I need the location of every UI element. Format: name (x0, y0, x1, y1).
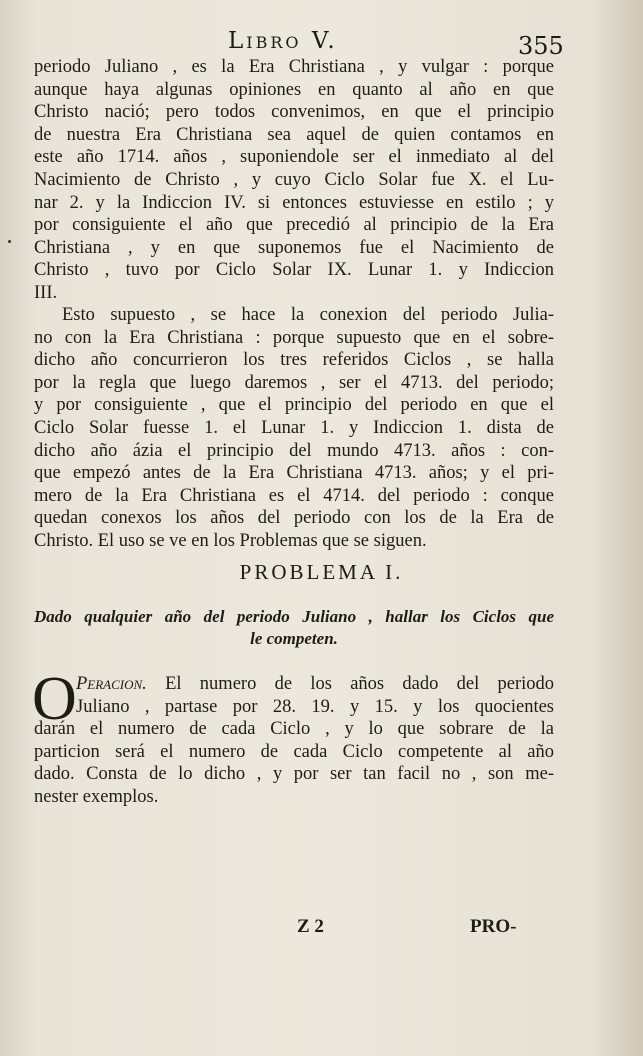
text-line: que empezó antes de la Era Christiana 4713. años; y el pri- (34, 463, 554, 484)
text-line: nester exemplos. (34, 786, 159, 807)
text-line: dado. Consta de lo dicho , y por ser tan facil no , son me- (34, 764, 554, 785)
text-line: quedan conexos los años del periodo con los de la Era de (34, 508, 554, 529)
text-line: Christo. El uso se ve en los Problemas que se siguen. (34, 530, 427, 551)
operation-paragraph (34, 673, 554, 809)
text-line: Juliano , partase por 28. 19. y 15. y los quocientes (76, 696, 554, 717)
text-line: aunque haya algunas opiniones en quanto al año en que (34, 79, 554, 100)
text-line: particion será el numero de cada Ciclo competente al año (34, 741, 554, 762)
signature-mark: Z 2 (297, 916, 324, 937)
text-line: y por consiguiente , que el principio del periodo en que el (34, 395, 554, 416)
text-line: este año 1714. años , suponiendole ser el inmediato al del (34, 147, 554, 168)
text-line: no con la Era Christiana : porque supuesto que en el sobre- (34, 327, 554, 348)
text-line: nar 2. y la Indiccion IV. si entonces estuviesse en estilo ; y (34, 192, 554, 213)
text-line: Christo nació; pero todos convenimos, en que el principio (34, 102, 554, 123)
text-line: dicho año concurrieron los tres referidos Ciclos , se halla (34, 350, 554, 371)
text-line: Christiana , y en que suponemos fue el Nacimiento de (34, 237, 554, 258)
running-head: Libro V. (228, 28, 338, 54)
text-line: periodo Juliano , es la Era Christiana , y vulgar : porque (34, 57, 554, 77)
text-line: de nuestra Era Christiana sea aquel de quien contamos en (34, 124, 554, 145)
text-line: mero de la Era Christiana es el 4714. del periodo : conque (34, 485, 554, 506)
text-line: III. (34, 282, 58, 303)
text-line: dicho año ázia el principio del mundo 4713. años : con- (34, 440, 554, 461)
margin-mark (8, 240, 11, 243)
page-header (0, 28, 643, 60)
text-line: Nacimiento de Christo , y cuyo Ciclo Solar fue X. el Lu- (34, 169, 554, 190)
problem-statement (34, 606, 554, 650)
text-line: Ciclo Solar fuesse 1. el Lunar 1. y Indiccion 1. dista de (34, 417, 554, 438)
text-line: Esto supuesto , se hace la conexion del periodo Julia- (62, 305, 554, 325)
catchword: PRO- (470, 916, 517, 937)
problem-title: PROBLEMA I. (239, 560, 404, 584)
operation-label: Peracion. (76, 674, 147, 694)
operation-text: El numero de los años dado del periodo (165, 674, 554, 694)
problem-statement-line: Dado qualquier año del periodo Juliano , hallar los Ciclos que (34, 607, 554, 626)
text-line: por consiguiente el año que precedió al principio de la Era (34, 215, 554, 236)
problem-statement-line: le competen. (250, 629, 338, 648)
page-number: 355 (518, 32, 564, 60)
drop-cap: O (32, 665, 77, 733)
paragraph-2 (34, 304, 554, 553)
paragraph-1 (34, 56, 554, 305)
text-line: darán el numero de cada Ciclo , y lo que sobrare de la (34, 719, 554, 740)
text-line (34, 673, 554, 696)
text-line: Christo , tuvo por Ciclo Solar IX. Lunar 1. y Indiccion (34, 260, 554, 281)
text-line: por la regla que luego daremos , ser el 4713. del periodo; (34, 372, 554, 393)
